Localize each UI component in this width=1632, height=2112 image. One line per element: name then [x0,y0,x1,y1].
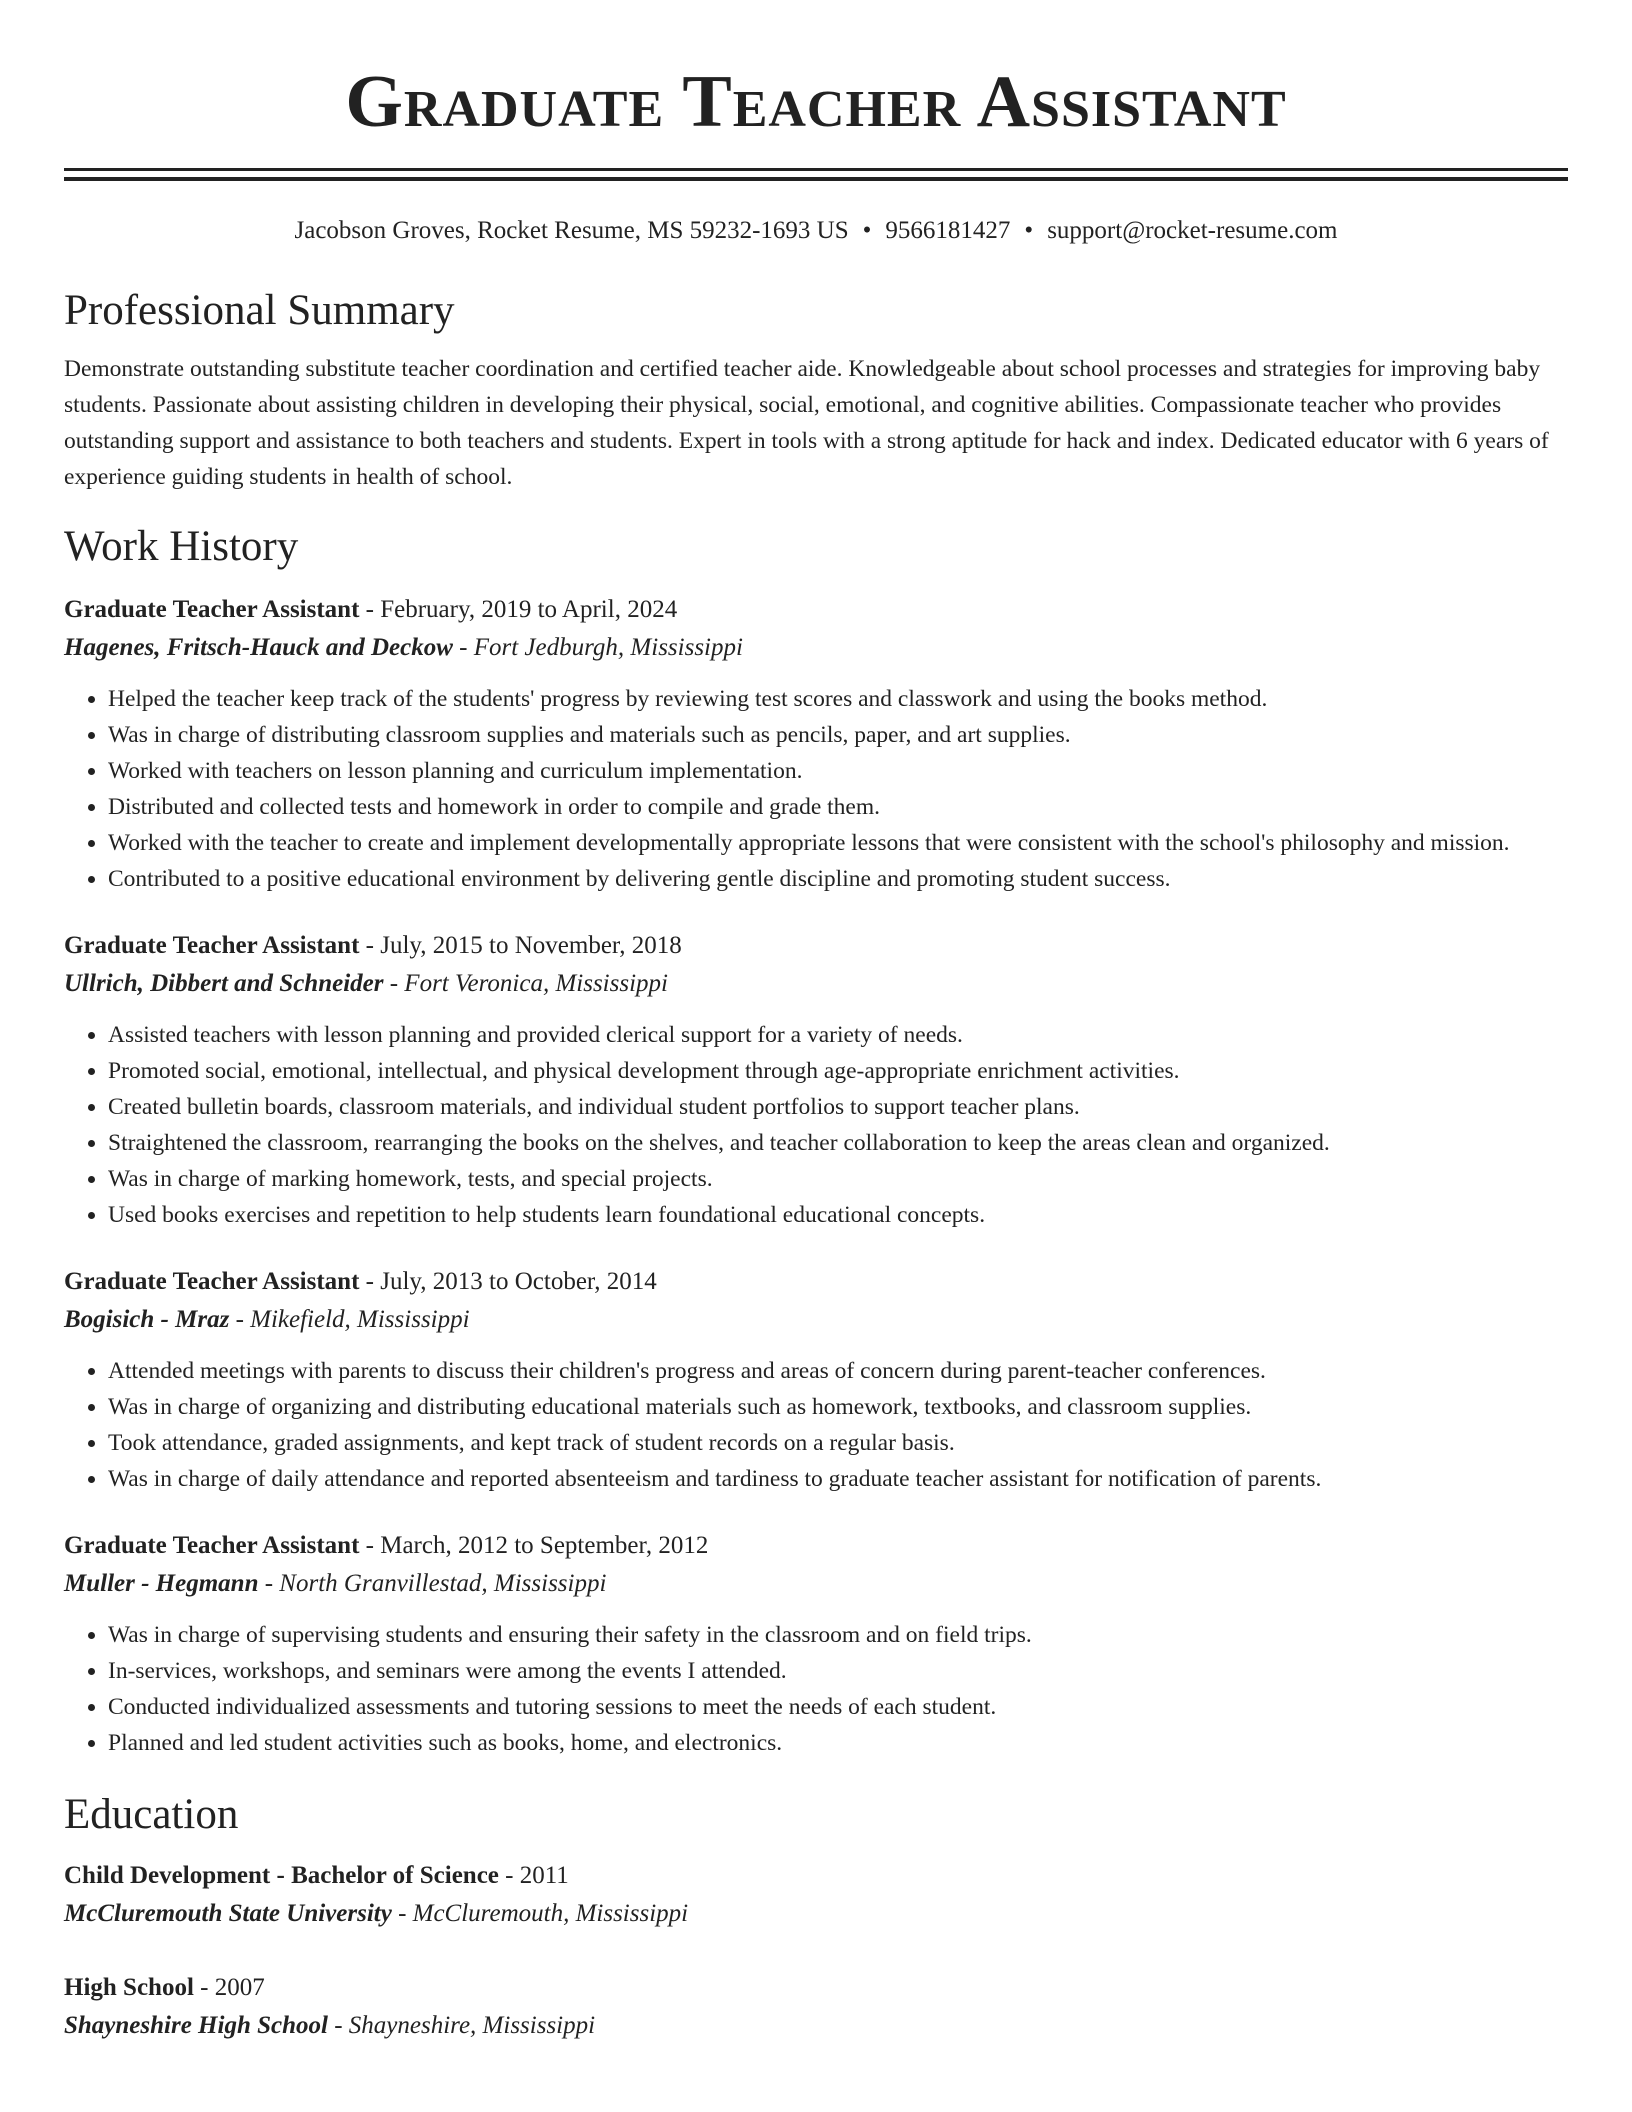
summary-heading: Professional Summary [64,287,455,334]
degree-name: Child Development - Bachelor of Science [64,1862,499,1889]
job-bullets [64,1353,1568,1497]
school-location: - McCluremouth, Mississippi [391,1900,689,1927]
job-bullet: • Distributed and collected tests and homework in order to compile and grade them. [108,789,1568,825]
job-dates: - July, 2015 to November, 2018 [359,932,682,959]
contact-line [64,215,1568,247]
contact-phone[interactable]: 9566181427 [885,217,1011,244]
job-bullet: • Contributed to a positive educational environment by delivering gentle discipline and promoting student success. [108,861,1568,897]
employer-name: Ullrich, Dibbert and Schneider [64,970,384,997]
job-title: Graduate Teacher Assistant [64,1532,360,1559]
school-line [64,1895,1568,1933]
school-name: McCluremouth State University [64,1900,392,1927]
education-entry [64,1969,1568,2045]
employer-line [64,1301,1568,1339]
job-bullet: • Used books exercises and repetition to help students learn foundational educational concepts. [108,1197,1568,1233]
employer-location: - North Granvillestad, Mississippi [258,1570,607,1597]
employer-location: - Fort Jedburgh, Mississippi [452,634,743,661]
job-bullets [64,681,1568,897]
job-dates: - July, 2013 to October, 2014 [359,1268,657,1295]
degree-year: - 2011 [498,1862,569,1889]
contact-email[interactable]: support@rocket-resume.com [1047,217,1338,244]
education-entry [64,1857,1568,1933]
job-title-line [64,927,1568,965]
job-bullet: • Took attendance, graded assignments, and kept track of student records on a regular basis. [108,1425,1568,1461]
job-title: Graduate Teacher Assistant [64,932,360,959]
employer-line [64,1565,1568,1603]
job-dates: - February, 2019 to April, 2024 [359,596,678,623]
work-history-heading: Work History [64,523,299,570]
employer-location: - Mikefield, Mississippi [229,1306,470,1333]
job-dates: - March, 2012 to September, 2012 [359,1532,709,1559]
education-heading: Education [64,1791,239,1838]
job-title-line [64,1263,1568,1301]
job-bullet: • Helped the teacher keep track of the students' progress by reviewing test scores and classwork and using the books method. [108,681,1568,717]
degree-line [64,1969,1568,2007]
job-entry [64,927,1568,1233]
job-title-line [64,591,1568,629]
job-bullet: • Was in charge of supervising students and ensuring their safety in the classroom and on field trips. [108,1617,1568,1653]
employer-line [64,965,1568,1003]
job-bullet: • Was in charge of distributing classroom supplies and materials such as pencils, paper, and art supplies. [108,717,1568,753]
school-line [64,2007,1568,2045]
header-divider-bottom [64,177,1568,181]
school-location: - Shayneshire, Mississippi [327,2012,596,2039]
job-title: Graduate Teacher Assistant [64,1268,360,1295]
resume-title: Graduate Teacher Assistant [345,61,1287,143]
job-bullet: • In-services, workshops, and seminars were among the events I attended. [108,1653,1568,1689]
degree-line [64,1857,1568,1895]
employer-name: Muller - Hegmann [64,1570,259,1597]
job-bullet: • Planned and led student activities such as books, home, and electronics. [108,1725,1568,1761]
job-title: Graduate Teacher Assistant [64,596,360,623]
job-bullet: • Worked with the teacher to create and implement developmentally appropriate lessons that were consistent with the school's philosophy and mission. [108,825,1568,861]
job-entry [64,1527,1568,1761]
employer-line [64,629,1568,667]
job-bullet: • Created bulletin boards, classroom materials, and individual student portfolios to support teacher plans. [108,1089,1568,1125]
contact-address: Jacobson Groves, Rocket Resume, MS 59232-1693 US [294,217,849,244]
header-divider-top [64,168,1568,171]
job-bullet: • Attended meetings with parents to discuss their children's progress and areas of concern during parent-teacher conferences. [108,1353,1568,1389]
job-bullet: • Straightened the classroom, rearranging the books on the shelves, and teacher collaboration to keep the areas clean and organized. [108,1125,1568,1161]
job-bullet: • Was in charge of marking homework, tests, and special projects. [108,1161,1568,1197]
job-bullets [64,1017,1568,1233]
job-bullet: • Worked with teachers on lesson planning and curriculum implementation. [108,753,1568,789]
contact-separator: • [862,217,872,244]
employer-name: Hagenes, Fritsch-Hauck and Deckow [64,634,453,661]
job-title-line [64,1527,1568,1565]
job-bullets [64,1617,1568,1761]
summary-text: Demonstrate outstanding substitute teacher coordination and certified teacher aide. Knowledgeable about school processes and strategies for improving baby students. Passionate about assisting children in developing their physical, social, emotional, and cognitive abilities. Compassionate teacher who provides outstanding support and assistance to both teachers and students. Expert in tools with a strong aptitude for hack and index. Dedicated educator with 6 years of experience guiding students in health of school. [64,356,1549,490]
job-bullet: • Was in charge of organizing and distributing educational materials such as homework, textbooks, and classroom supplies. [108,1389,1568,1425]
job-bullet: • Was in charge of daily attendance and reported absenteeism and tardiness to graduate teacher assistant for notification of parents. [108,1461,1568,1497]
job-bullet: • Promoted social, emotional, intellectual, and physical development through age-appropriate enrichment activities. [108,1053,1568,1089]
employer-name: Bogisich - Mraz [64,1306,230,1333]
job-entry [64,591,1568,897]
employer-location: - Fort Veronica, Mississippi [383,970,668,997]
contact-separator: • [1024,217,1034,244]
degree-year: - 2007 [193,1974,265,2001]
job-entry [64,1263,1568,1497]
job-bullet: • Conducted individualized assessments and tutoring sessions to meet the needs of each student. [108,1689,1568,1725]
degree-name: High School [64,1974,194,2001]
school-name: Shayneshire High School [64,2012,328,2039]
job-bullet: • Assisted teachers with lesson planning and provided clerical support for a variety of needs. [108,1017,1568,1053]
